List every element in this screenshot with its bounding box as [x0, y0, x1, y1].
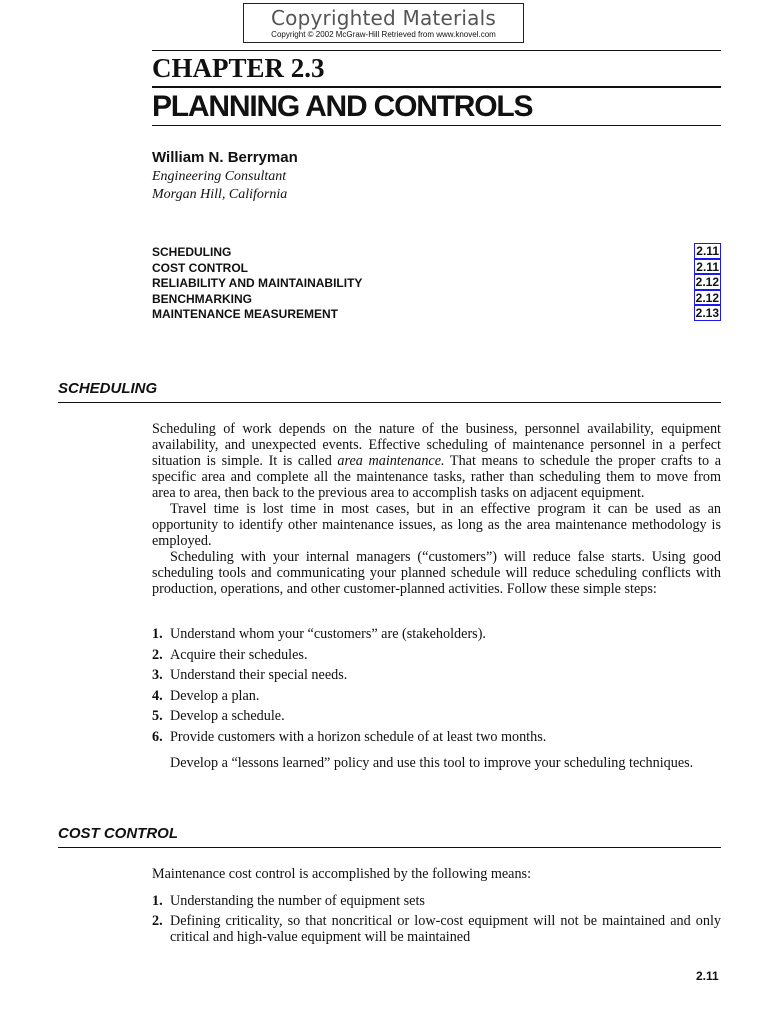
- list-text: Develop a schedule.: [170, 708, 285, 725]
- top-rule: [152, 50, 721, 51]
- scheduling-body: [152, 421, 721, 597]
- paragraph: Develop a “lessons learned” policy and use this tool to improve your scheduling techniques.: [170, 755, 694, 771]
- toc-label: COST CONTROL: [152, 260, 248, 275]
- list-number: 2.: [152, 646, 163, 663]
- list-text: Defining criticality, so that noncritical or low-cost equipment will not be maintained and only critical and high-value equipment will be maintained: [170, 913, 721, 945]
- toc-page-link[interactable]: 2.13: [695, 306, 719, 321]
- copyright-banner: [243, 3, 524, 43]
- toc-row: [152, 305, 721, 321]
- paragraph-text: Scheduling of work depends on the nature of the business, personnel availability, equipment availability, and unexpected events. Effective scheduling of maintenance personnel in a perfect situation is simple. It is called: [152, 421, 721, 469]
- scheduling-closing: [152, 755, 721, 771]
- list-text: Acquire their schedules.: [170, 646, 308, 663]
- paragraph: Maintenance cost control is accomplished by the following means:: [152, 866, 532, 882]
- section-rule: [58, 847, 721, 848]
- chapter-rule: [152, 86, 721, 88]
- toc-row: [152, 259, 721, 275]
- toc-label: RELIABILITY AND MAINTAINABILITY: [152, 276, 363, 291]
- toc-page-link[interactable]: 2.12: [695, 275, 719, 290]
- paragraph: Scheduling with your internal managers (“customers”) will reduce false starts. Using good scheduling tools and communicating your planned schedule will reduce scheduling conflicts with production, operations, and other customer-planned activities. Follow these simple steps:: [152, 549, 721, 597]
- list-item: [152, 645, 721, 666]
- chapter-title: PLANNING AND CONTROLS: [152, 90, 533, 123]
- toc-label: MAINTENANCE MEASUREMENT: [152, 307, 338, 322]
- author-location: Morgan Hill, California: [152, 187, 288, 202]
- section-heading-cost-control: COST CONTROL: [58, 825, 178, 842]
- list-item: [152, 706, 721, 727]
- toc-label: BENCHMARKING: [152, 291, 252, 306]
- cost-control-intro: [152, 866, 721, 882]
- toc-row: [152, 290, 721, 306]
- table-of-contents: [152, 243, 721, 321]
- page-number: 2.11: [696, 969, 719, 983]
- paragraph-text: That means to schedule the proper crafts to a specific area and complete all the maintenance tasks, rather than scheduling them to move from area to area, then back to the previous area to accomplish tasks on adjacent equipment.: [152, 453, 721, 501]
- emphasis-term: area maintenance.: [337, 453, 445, 469]
- list-text: Provide customers with a horizon schedule of at least two months.: [170, 728, 547, 745]
- author-name: William N. Berryman: [152, 149, 298, 166]
- list-number: 3.: [152, 667, 163, 684]
- toc-label: SCHEDULING: [152, 245, 232, 259]
- list-number: 4.: [152, 687, 163, 704]
- paragraph: [152, 421, 721, 501]
- list-text: Understand whom your “customers” are (stakeholders).: [170, 626, 486, 642]
- list-item: [152, 665, 721, 686]
- toc-page-link[interactable]: 2.11: [696, 259, 719, 274]
- chapter-number: CHAPTER 2.3: [152, 53, 325, 83]
- toc-page-link[interactable]: 2.11: [696, 244, 719, 258]
- title-rule: [152, 125, 721, 126]
- scheduling-steps-list: [152, 624, 721, 748]
- list-item: [152, 727, 721, 748]
- list-text: Develop a plan.: [170, 687, 260, 704]
- list-number: 1.: [152, 626, 163, 642]
- list-number: 1.: [152, 893, 163, 909]
- paragraph: Travel time is lost time in most cases, but in an effective program it can be used as an opportunity to identify other maintenance issues, as long as the area maintenance methodology is employed.: [152, 501, 721, 549]
- list-text: Understand their special needs.: [170, 667, 348, 684]
- section-heading-scheduling: SCHEDULING: [58, 380, 158, 397]
- copyright-notice: Copyright © 2002 McGraw-Hill Retrieved from www.knovel.com: [271, 30, 496, 39]
- list-item: [152, 686, 721, 707]
- list-number: 6.: [152, 728, 163, 745]
- toc-row: [152, 243, 721, 259]
- list-item: [152, 913, 721, 945]
- section-rule: [58, 402, 721, 403]
- list-item: [152, 893, 721, 909]
- toc-page-link[interactable]: 2.12: [695, 290, 719, 305]
- cost-control-list: [152, 893, 721, 945]
- list-item: [152, 624, 721, 645]
- toc-row: [152, 274, 721, 290]
- list-number: 5.: [152, 708, 163, 725]
- list-number: 2.: [152, 913, 163, 929]
- copyright-banner-title: Copyrighted Materials: [271, 6, 496, 30]
- author-role: Engineering Consultant: [152, 169, 287, 184]
- list-text: Understanding the number of equipment sets: [170, 893, 425, 909]
